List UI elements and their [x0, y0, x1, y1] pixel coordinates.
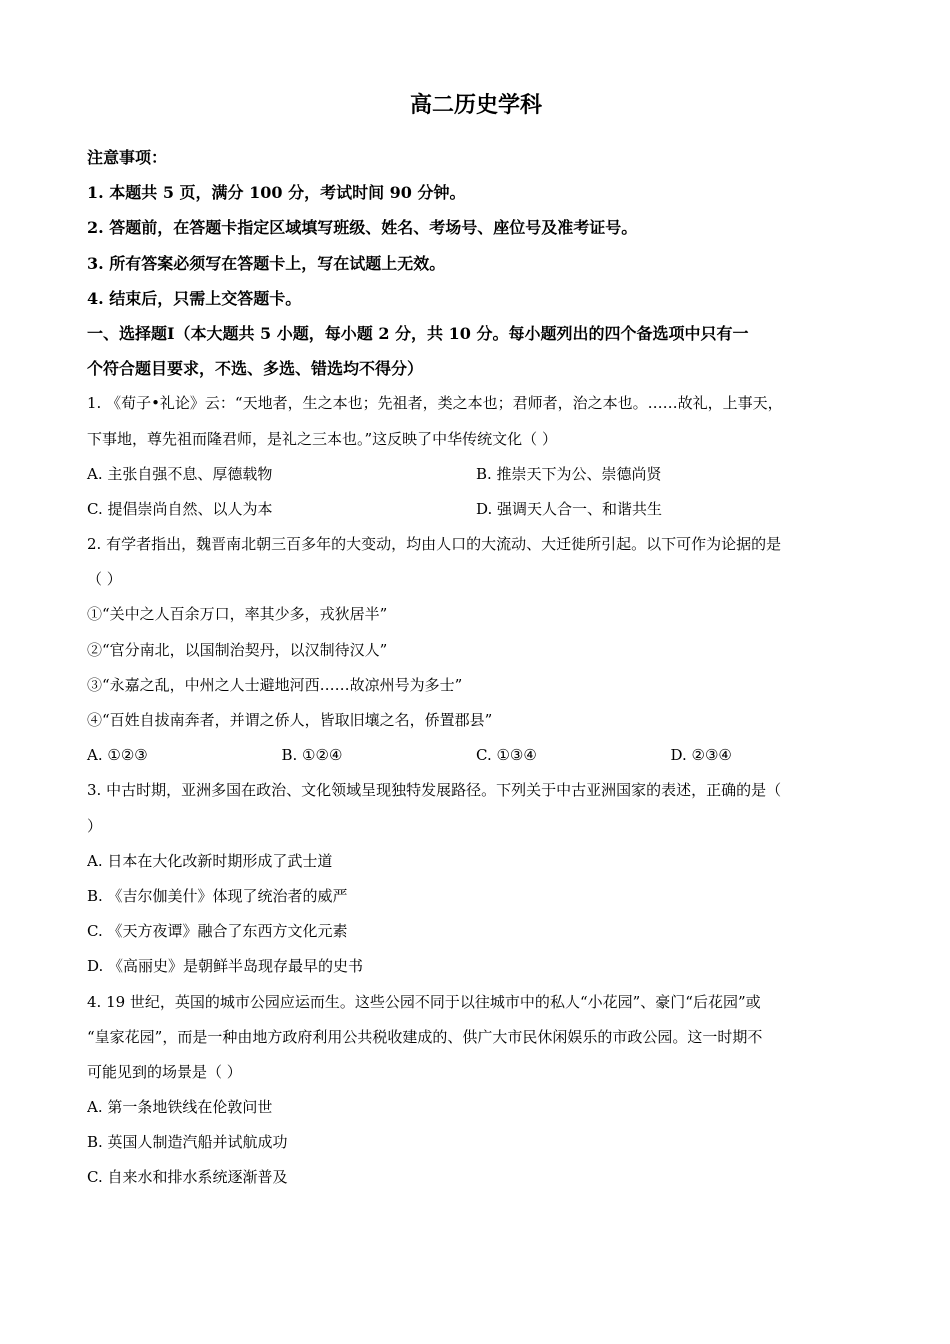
question-2-stem: 2. 有学者指出，魏晋南北朝三百多年的大变动，均由人口的大流动、大迁徙所引起。以下可作为论据的是 — [87, 535, 782, 554]
question-4-stem: 4. 19 世纪，英国的城市公园应运而生。这些公园不同于以往城市中的私人“小花园”、豪门“后花园”或 — [87, 992, 761, 1011]
option-a: A. ①②③ — [87, 746, 148, 765]
question-2-item: ②“官分南北，以国制治契丹，以汉制待汉人” — [87, 640, 388, 659]
notice-item: 2. 答题前，在答题卡指定区域填写班级、姓名、考场号、座位号及准考证号。 — [87, 218, 638, 238]
option-b: B. 《吉尔伽美什》体现了统治者的威严 — [87, 886, 348, 905]
question-2-item: ①“关中之人百余万口，率其少多，戎狄居半” — [87, 605, 388, 624]
notice-heading: 注意事项： — [87, 148, 168, 167]
option-c: C. 《天方夜谭》融合了东西方文化元素 — [87, 922, 348, 941]
option-b: B. 英国人制造汽船并试航成功 — [87, 1133, 288, 1152]
option-c: C. 提倡崇尚自然、以人为本 — [87, 499, 273, 518]
question-3-stem: 3. 中古时期，亚洲多国在政治、文化领域呈现独特发展路径。下列关于中古亚洲国家的表述，正确的是（ — [87, 781, 782, 800]
question-2-options-row — [87, 738, 865, 773]
notice-item: 3. 所有答案必须写在答题卡上，写在试题上无效。 — [87, 253, 446, 273]
option-d: D. 《高丽史》是朝鲜半岛现存最早的史书 — [87, 957, 364, 976]
question-3-stem: ） — [87, 816, 103, 835]
question-1-options-row — [87, 457, 865, 492]
question-4-stem: “皇家花园”，而是一种由地方政府利用公共税收建成的、供广大市民休闲娱乐的市政公园。这一时期不 — [87, 1027, 763, 1046]
notice-item: 1. 本题共 5 页，满分 100 分，考试时间 90 分钟。 — [87, 183, 466, 203]
question-1-stem: 1. 《荀子•礼论》云：“天地者，生之本也；先祖者，类之本也；君师者，治之本也。……故礼，上事天， — [87, 394, 783, 413]
option-b: B. 推崇天下为公、崇德尚贤 — [476, 464, 662, 483]
option-c: C. ①③④ — [476, 746, 537, 765]
question-2-item: ④“百姓自拔南奔者，并谓之侨人，皆取旧壤之名，侨置郡县” — [87, 711, 493, 729]
section-heading-line: 一、选择题Ⅰ（本大题共 5 小题，每小题 2 分，共 10 分。每小题列出的四个备选项中只有一 — [87, 323, 749, 343]
question-2-stem: （ ） — [87, 570, 122, 589]
option-a: A. 主张自强不息、厚德载物 — [87, 464, 273, 483]
section-heading-line: 个符合题目要求，不选、多选、错选均不得分） — [87, 359, 424, 379]
question-1-options-row — [87, 492, 865, 527]
option-b: B. ①②④ — [281, 746, 343, 765]
option-d: D. 强调天人合一、和谐共生 — [476, 499, 663, 518]
option-c: C. 自来水和排水系统逐渐普及 — [87, 1168, 288, 1187]
notice-item: 4. 结束后，只需上交答题卡。 — [87, 288, 302, 308]
question-4-stem: 可能见到的场景是（ ） — [87, 1062, 242, 1081]
option-a: A. 第一条地铁线在伦敦问世 — [87, 1098, 273, 1117]
question-2-item: ③“永嘉之乱，中州之人士避地河西……故凉州号为多士” — [87, 675, 463, 694]
option-d: D. ②③④ — [670, 746, 732, 765]
question-1-stem: 下事地，尊先祖而隆君师，是礼之三本也。”这反映了中华传统文化（ ） — [87, 429, 557, 448]
option-a: A. 日本在大化改新时期形成了武士道 — [87, 851, 333, 870]
page-title: 高二历史学科 — [409, 92, 542, 118]
exam-content — [87, 140, 865, 1196]
